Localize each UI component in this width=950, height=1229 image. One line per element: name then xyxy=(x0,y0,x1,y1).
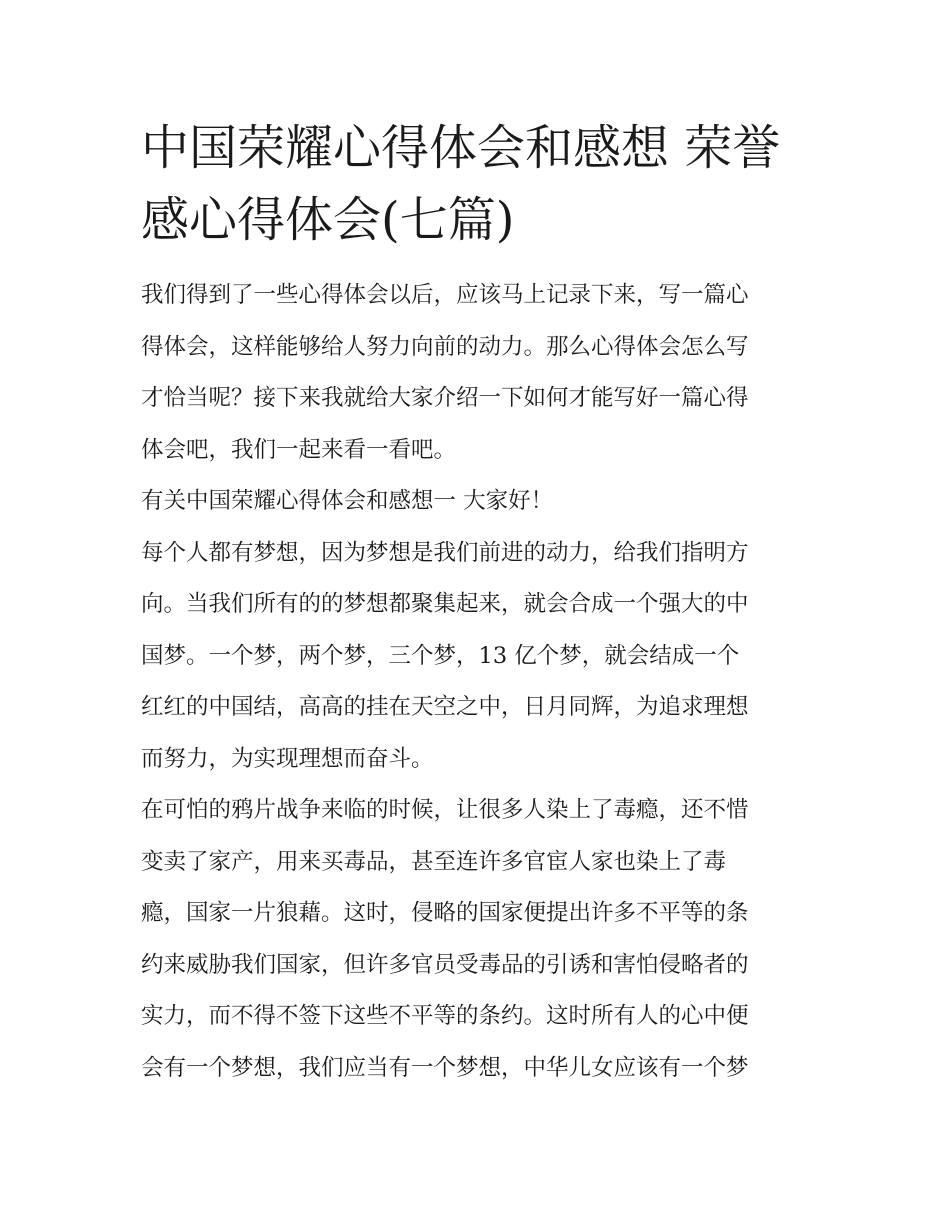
text-line: 变卖了家产，用来买毒品，甚至连许多官宦人家也染上了毒 xyxy=(141,848,727,875)
text-line: 我们得到了一些心得体会以后，应该马上记录下来，写一篇心 xyxy=(141,282,749,308)
text-line: 体会吧，我们一起来看一看吧。 xyxy=(141,436,457,463)
text-line: 得体会，这样能够给人努力向前的动力。那么心得体会怎么写 xyxy=(141,333,749,360)
paragraph-heading-one xyxy=(141,476,813,528)
text-line: 会有一个梦想，我们应当有一个梦想，中华儿女应该有一个梦 xyxy=(141,1054,749,1081)
text-line: 瘾，国家一片狼藉。这时，侵略的国家便提出许多不平等的条 xyxy=(141,900,749,926)
text-line: 有关中国荣耀心得体会和感想一 大家好！ xyxy=(141,488,554,514)
paragraph-intro xyxy=(141,270,813,476)
text-line: 而努力，为实现理想而奋斗。 xyxy=(141,745,434,772)
text-line: 在可怕的鸦片战争来临的时候，让很多人染上了毒瘾，还不惜 xyxy=(141,797,749,823)
text-line: 国梦。一个梦，两个梦，三个梦，13 亿个梦，就会结成一个 xyxy=(141,642,740,669)
paragraph-history xyxy=(141,785,813,1094)
document-content xyxy=(141,112,813,1094)
text-line: 向。当我们所有的的梦想都聚集起来，就会合成一个强大的中 xyxy=(141,591,749,617)
title-line: 感心得体会(七篇) xyxy=(141,192,515,248)
document-title xyxy=(141,112,813,256)
title-line: 中国荣耀心得体会和感想 荣誉 xyxy=(141,120,781,176)
text-line: 每个人都有梦想，因为梦想是我们前进的动力，给我们指明方 xyxy=(141,539,749,566)
text-line: 约来威胁我们国家，但许多官员受毒品的引诱和害怕侵略者的 xyxy=(141,951,749,978)
text-line: 才恰当呢？接下来我就给大家介绍一下如何才能写好一篇心得 xyxy=(141,385,749,411)
text-line: 实力，而不得不签下这些不平等的条约。这时所有人的心中便 xyxy=(141,1003,749,1029)
paragraph-dream xyxy=(141,528,813,786)
text-line: 红红的中国结，高高的挂在天空之中，日月同辉，为追求理想 xyxy=(141,694,749,720)
